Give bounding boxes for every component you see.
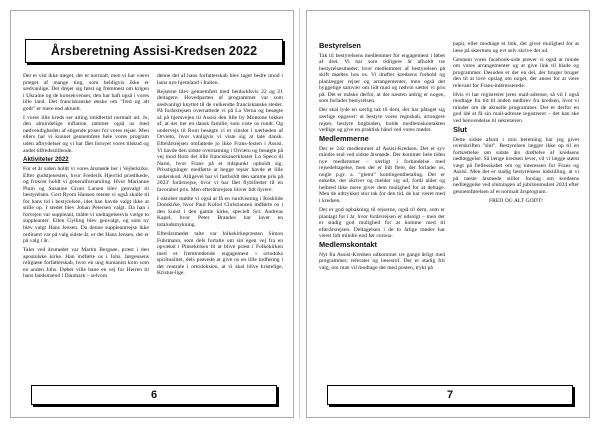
paragraph: Rejserne blev gennemført med henholdsvis 22 og 21 deltagere. Hovedparten af programmet var som sædvanligt knyttet til de velkendte franciskanske steder. På forårsrejsen overnattede vi på La Verna og besøgte så på hjemvejen til Assisi den lille by Montone lokket af, at der her en dansk familie, som viste os rundt. Og undervejs til Rom besøgte vi et vinslot i nærheden af Orvieto, hvor vanligvis vi viste sig at tale dansk. Efterårsrejsen omfattede jo ikke Frans-festen i Assisi. Vi havde den sidste overnatning i Orvieto og besøgte på vej mod Rom det lille franciskanerkloster Lo Speco di Narni, hvor Frans på et tidspunkt opholdt sig. Prisstigninger medførte at begge rejser havde et lille underskud. Alligevel har vi fastholdt den samme pris på 2023' forårsrejse, hvor vi har fået flybilletter til en favorabel pris. Men efterårsrejsen bliver lidt dyrere. <box>157 88 283 193</box>
closing-greeting: FRED OG ALT GODT! <box>489 198 543 205</box>
paragraph: Der er vist ikke meget, der er normalt, men vi har været præget af mange ting, som heldigvis ikke er sædvanlige. Det drejer sig først og fremmest om krigen i Ukraine og de konsekvenser, den har haft også i vores lille land. Det franciskanske ønske om "fred og alt godt" er mere end aktuelt. <box>23 73 149 112</box>
report-title-box <box>25 39 283 63</box>
paragraph: Der er god opbakning til rejserne, også til dem, som er planlagt for i år, hvor forårsrejsen er udsolgt – men der er stadig god mulighed for at komme med til efterårsrejsen. Deltagelsen i de to årlige møder har været lidt mindre end før corona. <box>319 207 445 240</box>
page-number: 7 <box>446 389 454 401</box>
paragraph: Gennem vores facebook-side prøver vi også at minde om vores arrangementer og at give link til blade og programmer. Desuden er der en del, der bruger bruger den til at love opslag om noget, der anses for at være relevant for Frans-interesserede. <box>453 56 579 89</box>
right-column-2 <box>453 41 579 207</box>
paragraph: I oktober mødte vi også at få en rundvisning i Roskilde Domkirke, hvor Paul Kofod Christiansen indførte os i den kunst i den gamle kirke, specielt Sct. Andreas Kapel, hvor Peter Brandes har lavet en totaludsmykning. <box>157 195 283 229</box>
section-heading-slut: Slut <box>453 125 467 135</box>
page-number-box <box>327 385 573 405</box>
paragraph: Efterårsmødet talte var folkekirkepræsten Simon Fuhrmann, som dels fortalte om sin egen vej fra en opvækst i Pinsekirken til at blive præst i Folkekirken med et fremtrædende engagement i ortodoks spiritualitet, dels prøvede at give os en lille indføring i det centrale i ortodoksien, at vi skal blive kristelige, Kristus-lige. <box>157 231 283 277</box>
paragraph: I vores lille kreds ser alting imidlertid normalt ud. Jo, den almindelige inflation rammer også os med nødvendigheden af stigende priser for vores rejser. Men ellers har vi kunnet gennemføre hele vores program uden afbrydelser og vi har fået fornyet vores tilskud og andet tilfredsstillende. <box>23 114 149 154</box>
left-column-2 <box>157 73 283 279</box>
paragraph: Dette sidste afsnit i min beretning har jeg givet overskriften "slut". Bestyrelsen lægger ikke op til en fortsættelse om sidste års drøftelse af kredsens nedlæggelse. Så længe kredsen lever, vil vi lægge størst vægt på fællesskabet om og interessen for Frans og Assisi. Men det er stadig bestyrelsens indstilling, at vi på næste årsmøde stiller forslag om kredsens nedlæggelse ved slutningen af jubilæumsåret 2024 efter gennemførelsen af et normalt årsprogram. <box>453 136 579 195</box>
spine-divider <box>299 8 300 418</box>
paragraph: For et år siden holdt vi vores årsmøde her i Vejlerkirke. Efter gudstjenesten, hvor Frederik Hjerrild prædikede, og frokost holdt vi generalforsamling. Hvor Marianne Plum og Susanne Grum Larsen blev genvalgt til bestyrelsen. Gert Ryom Hansen mente vi også skulle til for hans tid i bestyrelsen, idet han havde valgt ikke at stille op. I stedet blev Johan Petersen valgt. Da han i forvejen var suppleant, måtte vi undtagelsesvis vælge to suppleanter. Ellen Gylling blev genvalgt, og som ny blev valgt Hans Jensen. Da denne suppleantrejse ikke ordinært var på valg sidste år, er det Hans Jensen, der er på valg i år. <box>23 166 149 245</box>
page-7 <box>306 10 590 418</box>
page-number-box <box>31 385 277 405</box>
right-column-1 <box>319 41 445 274</box>
paragraph: Nyt fra Assisi-Kredsen udkommer tre gange årligt med programmer, referater og læsestof. Der er stadig frit valg, om man vil modtage det med posten, trykt på <box>319 251 445 271</box>
section-heading-medlemmerne: Medlemmerne <box>319 134 369 144</box>
paragraph: denne del af hans forfatterskab blev taget bedre imod i hans nye hjemland i Italien. <box>157 73 283 86</box>
paragraph: Tak til bestyrelsens medlemmer for engagement i løbet af året. Vi har som tidligere år afholdt tre bestyrelsesmøder, hvor medlemmer af bestyrelsen på skift mødtes hos os. Vi drøfter kredsens forhold og planlægger rejser og arrangementer, men også det hyggelige samvær om lidt mad og rødvin sætter vi pris på. Det er måske derfor, at det næsten aldrig er nogen, som forlader bestyrelsen. <box>319 52 445 105</box>
paragraph: Der skal lyde en særlig tak til dem, der har påtaget sig særlige opgaver: at bestyre vores regnskab, arrangere rejser, bestyre bogboden, holde medlemskontakten vedlige og give en praktisk hånd ved vores møder. <box>319 107 445 134</box>
section-heading-bestyrelsen: Bestyrelsen <box>319 41 361 50</box>
paragraph: Der er 242 medlemmer af Assisi-Kredsen. Det er syv mindre end ved sidste årsmøde. Der kommer hele tiden nye medlemmer – særligt i forbindelse med rejsedeltagelse, men der er lidt flere, der forlader os, nogle p.gr. a. "glemt" kontingentbetaling. Der er enkelte, der skriver og melder sig ud, fordi alder og helbred ikke mere giver dem mulighed for at deltage. Men de udtrykker stor tak for den tid, de har været med i kredsen. <box>319 145 445 205</box>
section-heading-aktiviteter: Aktiviteter 2022 <box>23 155 69 163</box>
page-number: 6 <box>150 389 158 401</box>
paragraph: papir, eller modtage et link, der giver mulighed for at læse på skærmen og evt selv skrive det ud. <box>453 41 579 54</box>
section-heading-medlemskontakt: Medlemskontakt <box>319 240 377 250</box>
left-column-1 <box>23 73 149 282</box>
report-title: Årsberetning Assisi-Kredsen 2022 <box>50 44 258 58</box>
paragraph: Hvis vi har registreret jeres mail-adresse, så vil I også modtage fra tid til anden nødbrev fra kredsen, hvor vi minder om de aktuelle programmer. Det er derfor en god idé at få sin mail-adresse registreret – det kan ske ved henvendelse til sekretæren. <box>453 91 579 125</box>
page-6 <box>10 10 294 418</box>
paragraph: Taler ved årsmødet var Martin Bergsøe, præst i den apostolske kirke. Han indførte os i Johs. Jørgensens religiøse forfatterskab, hvor en ung humanist kom som en anden Johs. Døber ville bane en vej for Herren til hans landsmænd i Danmark – selvom <box>23 247 149 280</box>
